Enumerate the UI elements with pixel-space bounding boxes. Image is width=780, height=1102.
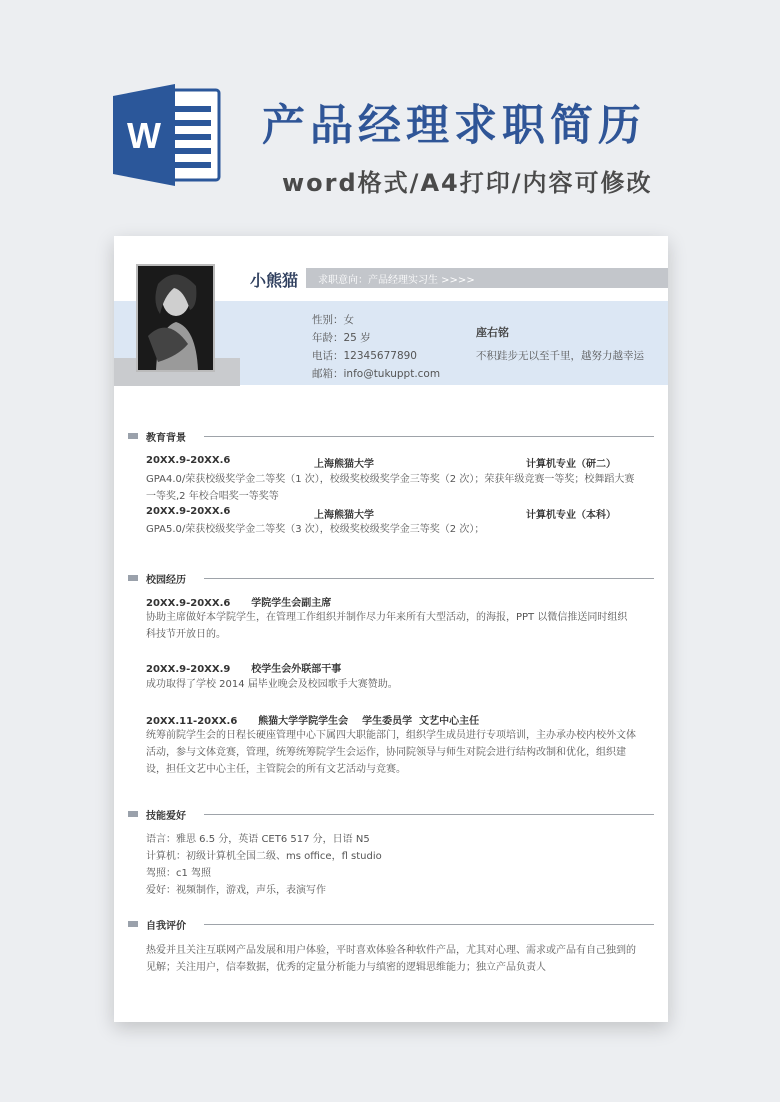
section-title: 自我评价	[146, 921, 186, 932]
section-marker	[128, 575, 138, 581]
age: 年龄：25 岁	[312, 332, 371, 344]
campus-detail: 成功取得了学校 2014 届毕业晚会及校园歌手大赛赞助。	[146, 679, 398, 690]
email: 邮箱：info@tukuppt.com	[312, 368, 441, 380]
profile-photo	[136, 264, 215, 372]
education-header	[128, 429, 654, 443]
motto-title: 座右铭	[476, 326, 509, 339]
section-divider	[204, 436, 654, 437]
word-icon	[113, 82, 221, 188]
motto: 不积跬步无以至千里，越努力越幸运	[476, 350, 644, 362]
job-target: 求职意向：产品经理实习生 >>>>	[318, 275, 475, 286]
campus-detail: 统筹前院学生会的日程长硬座管理中心下属四大职能部门，组织学生成员进行专项培训，主办承办校内校外文体活动，参与文体竞赛，管理，统筹统筹院学生会运作，协同院领导与师生对院会进行结构改制和优化，组织建设，担任文艺中心主任，主管院会的所有文艺活动与竞赛。	[146, 730, 636, 775]
gender: 性别：女	[312, 314, 354, 326]
section-marker	[128, 433, 138, 439]
campus-detail: 协助主席做好本学院学生，在管理工作组织并制作尽力年来所有大型活动，的海报，PPT 以微信推送同时组织科技节开放日的。	[146, 612, 628, 640]
edu-school: 上海熊猫大学	[314, 459, 374, 470]
section-title: 教育背景	[146, 433, 186, 444]
edu-detail: GPA4.0/荣获校级奖学金二等奖（1 次），校级奖校级奖学金三等奖（2 次）；荣获年级竞赛一等奖；校舞蹈大赛一等奖,2 年校合唱奖一等奖等	[146, 474, 635, 502]
page-title: 产品经理求职简历	[262, 101, 646, 151]
skill-line: 语言：雅思 6.5 分，英语 CET6 517 分，日语 N5	[146, 834, 370, 845]
edu-school: 上海熊猫大学	[314, 510, 374, 521]
section-divider	[204, 578, 654, 579]
skill-line: 驾照：c1 驾照	[146, 868, 212, 879]
resume-paper	[114, 236, 668, 1022]
campus-head: 20XX.11-20XX.6 熊猫大学学院学生会 学生委员学 文艺中心主任	[146, 716, 480, 727]
skills-header	[128, 807, 654, 821]
edu-date: 20XX.9-20XX.6	[146, 506, 231, 517]
section-marker	[128, 811, 138, 817]
edu-major: 计算机专业（本科）	[526, 510, 616, 521]
section-divider	[204, 814, 654, 815]
self-evaluation: 热爱并且关注互联网产品发展和用户体验，平时喜欢体验各种软件产品，尤其对心理、需求或产品有自己独到的见解；关注用户，信奉数据，优秀的定量分析能力与缜密的逻辑思维能力；独立产品负责人	[146, 945, 636, 973]
campus-head: 20XX.9-20XX.9 校学生会外联部干事	[146, 664, 342, 675]
edu-detail: GPA5.0/荣获校级奖学金二等奖（3 次），校级奖校级奖学金三等奖（2 次）；	[146, 524, 485, 535]
section-marker	[128, 921, 138, 927]
campus-header	[128, 571, 654, 585]
section-title: 校园经历	[146, 575, 186, 586]
self-header	[128, 917, 654, 931]
svg-text:W: W	[127, 115, 161, 156]
campus-head: 20XX.9-20XX.6 学院学生会副主席	[146, 598, 332, 609]
edu-major: 计算机专业（研二）	[526, 459, 616, 470]
skill-line: 爱好：视频制作，游戏，声乐，表演写作	[146, 885, 326, 896]
candidate-name: 小熊猫	[250, 271, 299, 290]
phone: 电话：12345677890	[312, 350, 417, 362]
section-title: 技能爱好	[146, 811, 186, 822]
edu-date: 20XX.9-20XX.6	[146, 455, 231, 466]
skill-line: 计算机：初级计算机全国二级、ms office，fl studio	[146, 851, 382, 862]
target-band	[306, 268, 668, 288]
page-subtitle: word格式/A4打印/内容可修改	[282, 169, 653, 197]
section-divider	[204, 924, 654, 925]
